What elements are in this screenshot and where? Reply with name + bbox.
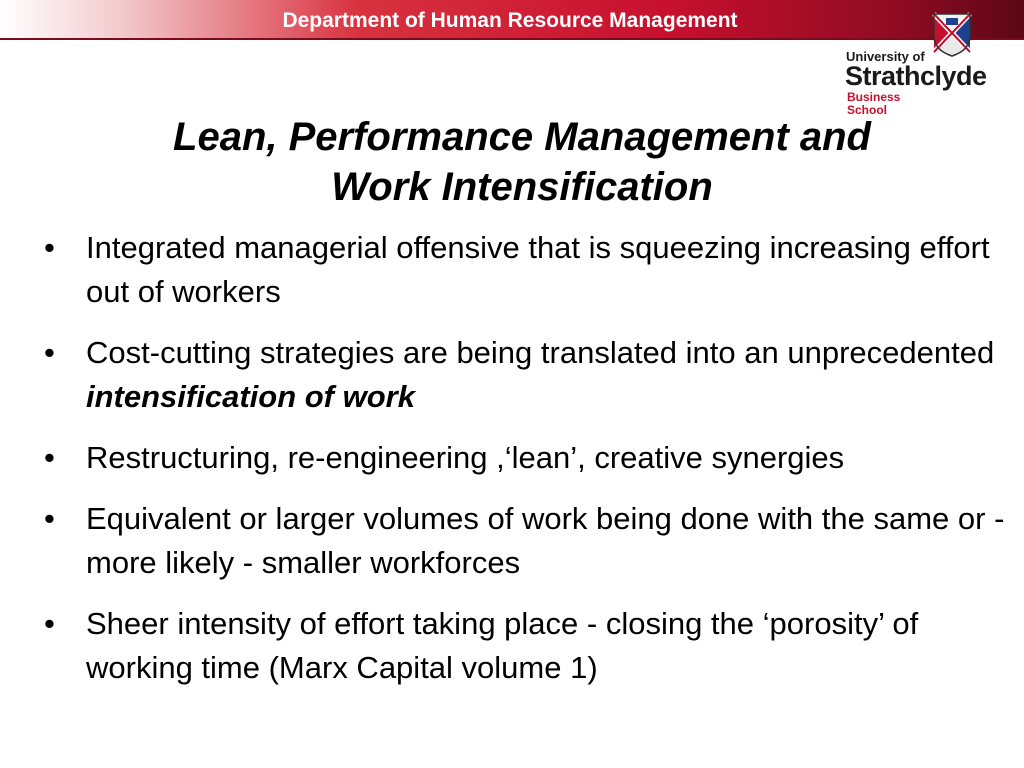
bullet-marker: • — [44, 440, 55, 475]
bullet-text: Integrated managerial offensive that is squeezing increasing effort out of workers — [86, 230, 990, 309]
bullet-item — [40, 602, 1010, 690]
logo-university-of: University of — [846, 49, 925, 64]
bullet-text: Restructuring, re-engineering ,‘lean’, creative synergies — [86, 440, 845, 475]
bullet-item — [40, 436, 1010, 480]
bullet-text: Cost-cutting strategies are being translated into an unprecedented — [86, 335, 995, 370]
slide-title-line-1: Lean, Performance Management and — [173, 115, 871, 159]
crest-icon — [932, 12, 972, 58]
bullet-item — [40, 226, 1010, 314]
slide-title-line-2: Work Intensification — [331, 165, 713, 209]
bullet-marker: • — [44, 335, 55, 370]
slide-title — [80, 112, 964, 212]
department-title: Department of Human Resource Management — [282, 9, 738, 32]
university-logo — [842, 10, 992, 120]
bullet-text: Sheer intensity of effort taking place - closing the ‘porosity’ of working time (Marx Capital volume 1) — [86, 606, 919, 685]
logo-business: Business — [847, 90, 901, 104]
logo-school: School — [847, 103, 888, 117]
bullet-item — [40, 497, 1010, 585]
bullet-text: Equivalent or larger volumes of work being done with the same or - more likely - smaller workforces — [86, 501, 1005, 580]
bullet-marker: • — [44, 501, 55, 536]
logo-strathclyde: Strathclyde — [845, 61, 987, 91]
bullet-marker: • — [44, 230, 55, 265]
bullet-list — [40, 226, 1010, 707]
bullet-emphasis: intensification of work — [86, 379, 415, 414]
bullet-item — [40, 331, 1010, 419]
bullet-marker: • — [44, 606, 55, 641]
